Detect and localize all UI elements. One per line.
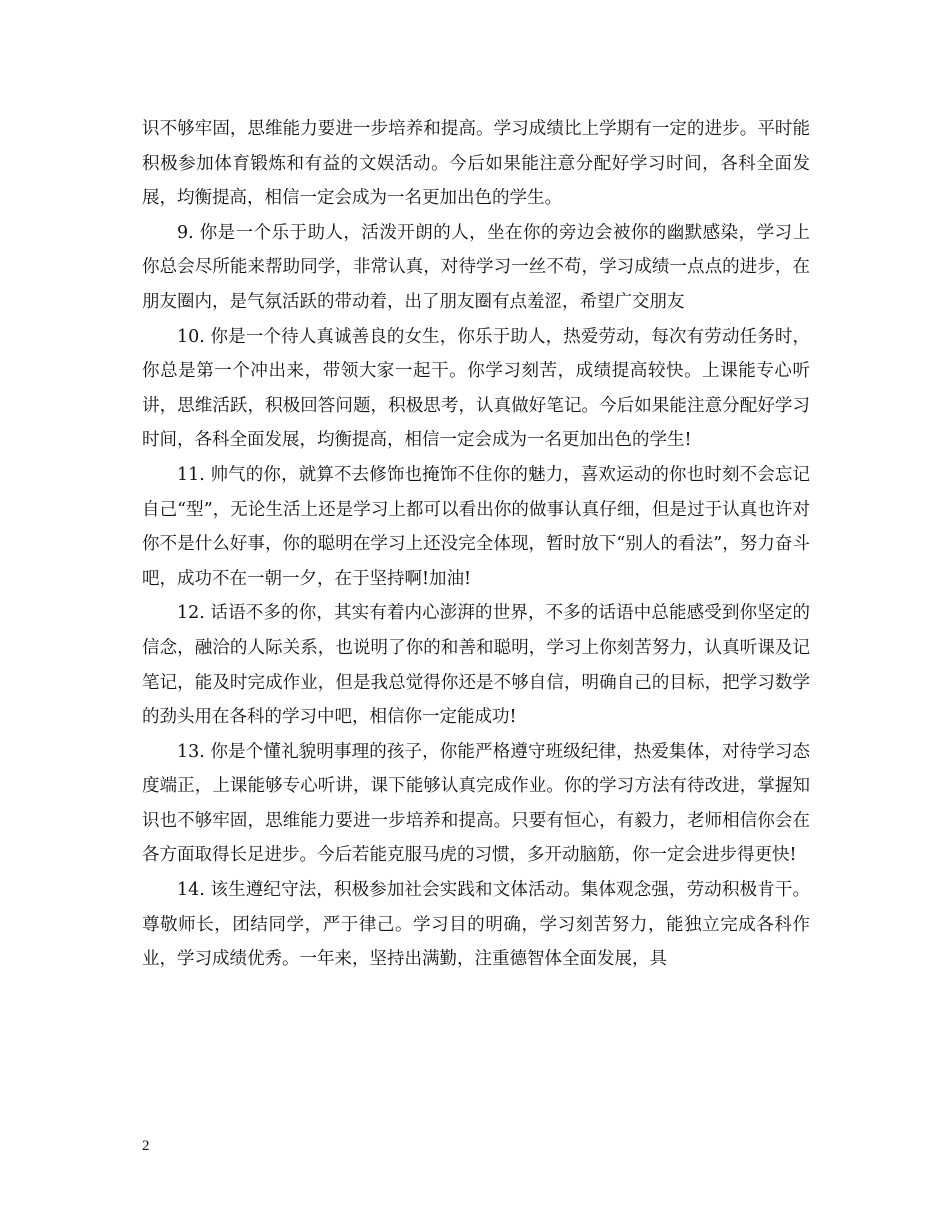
page-number: 2 [142, 1138, 150, 1154]
paragraph-item-12: 12. 话语不多的你，其实有着内心澎湃的世界，不多的话语中总能感受到你坚定的信念，融洽的人际关系，也说明了你的和善和聪明，学习上你刻苦努力，认真听课及记笔记，能及时完成作业，但是我总觉得你还是不够自信，明确自己的目标，把学习数学的劲头用在各科的学习中吧，相信你一定能成功! [142, 603, 810, 728]
paragraph-item-11: 11. 帅气的你，就算不去修饰也掩饰不住你的魅力，喜欢运动的你也时刻不会忘记自己“型”，无论生活上还是学习上都可以看出你的做事认真仔细，但是过于认真也许对你不是什么好事，你的聪明在学习上还没完全体现，暂时放下“别人的看法”，努力奋斗吧，成功不在一朝一夕，在于坚持啊!加油! [142, 464, 810, 589]
paragraph-continued: 识不够牢固，思维能力要进一步培养和提高。学习成绩比上学期有一定的进步。平时能积极参加体育锻炼和有益的文娱活动。今后如果能注意分配好学习时间，各科全面发展，均衡提高，相信一定会成为一名更加出色的学生。 [142, 119, 810, 209]
paragraph-item-14: 14. 该生遵纪守法，积极参加社会实践和文体活动。集体观念强，劳动积极肯干。尊敬师长，团结同学，严于律己。学习目的明确，学习刻苦努力，能独立完成各科作业，学习成绩优秀。一年来，坚持出满勤，注重德智体全面发展，具 [142, 880, 810, 970]
paragraph-item-9: 9. 你是一个乐于助人，活泼开朗的人，坐在你的旁边会被你的幽默感染，学习上你总会尽所能来帮助同学，非常认真，对待学习一丝不苟，学习成绩一点点的进步，在朋友圈内，是气氛活跃的带动着，出了朋友圈有点羞涩，希望广交朋友 [142, 222, 810, 312]
document-body [142, 112, 810, 977]
paragraph-item-10: 10. 你是一个待人真诚善良的女生，你乐于助人，热爱劳动，每次有劳动任务时，你总是第一个冲出来，带领大家一起干。你学习刻苦，成绩提高较快。上课能专心听讲，思维活跃，积极回答问题，积极思考，认真做好笔记。今后如果能注意分配好学习时间，各科全面发展，均衡提高，相信一定会成为一名更加出色的学生! [142, 326, 810, 451]
paragraph-item-13: 13. 你是个懂礼貌明事理的孩子，你能严格遵守班级纪律，热爱集体，对待学习态度端正，上课能够专心听讲，课下能够认真完成作业。你的学习方法有待改进，掌握知识也不够牢固，思维能力要进一步培养和提高。只要有恒心，有毅力，老师相信你会在各方面取得长足进步。今后若能克服马虎的习惯，多开动脑筋，你一定会进步得更快! [142, 741, 810, 866]
